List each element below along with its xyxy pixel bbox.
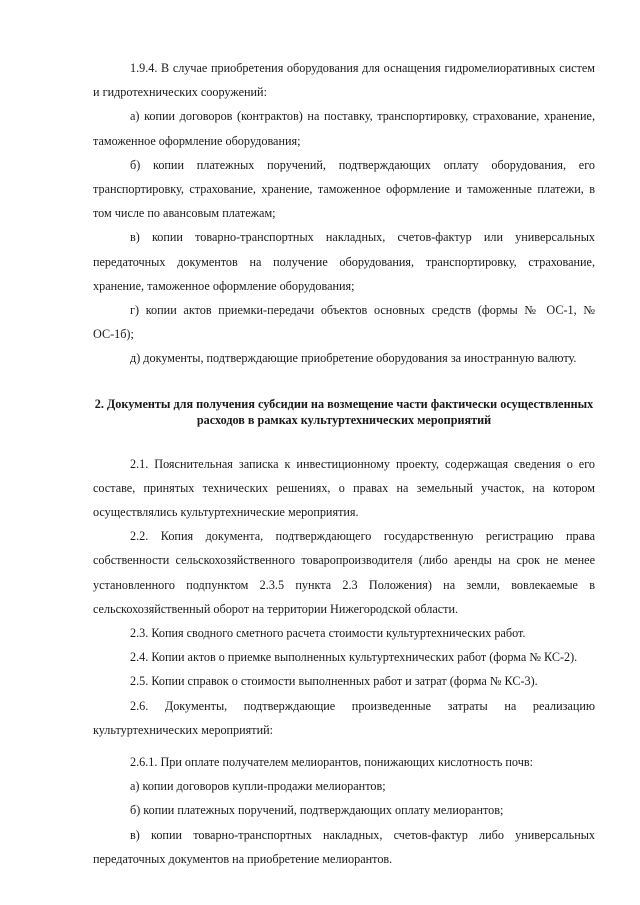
paragraph-1-9-4-v: в) копии товарно-транспортных накладных, счетов-фактур или универсальных передаточных документов на получение оборудования, транспортировку, страхование, хранение, таможенное оформление оборудования;: [93, 230, 595, 293]
section-2-heading: [93, 396, 595, 428]
paragraph-2-3: 2.3. Копия сводного сметного расчета стоимости культуртехнических работ.: [130, 626, 526, 641]
paragraph-2-6: 2.6. Документы, подтверждающие произведенные затраты на реализацию культуртехнических мероприятий:: [93, 698, 595, 737]
section-2-heading-line-1: 2. Документы для получения субсидии на возмещение части фактически осуществленных: [94, 396, 594, 411]
paragraph-2-6-1-v: в) копии товарно-транспортных накладных, счетов-фактур либо универсальных передаточных документов на приобретение мелиорантов.: [93, 827, 595, 866]
paragraph-1-9-4-a: а) копии договоров (контрактов) на поставку, транспортировку, страхование, хранение, таможенное оформление оборудования;: [93, 109, 595, 148]
paragraph-2-1: 2.1. Пояснительная записка к инвестиционному проекту, содержащая сведения о его составе, принятых технических решениях, о правах на земельный участок, на котором осуществлялись культуртехнические мероприятия.: [93, 456, 595, 520]
paragraph-1-9-4-g: г) копии актов приемки-передачи объектов основных средств (формы № ОС-1, № ОС-1б);: [93, 303, 595, 342]
section-spacer: [93, 371, 595, 396]
section-2-heading-line-2: расходов в рамках культуртехнических мероприятий: [196, 412, 492, 427]
document-body: [93, 56, 595, 871]
paragraph-2-6-1: 2.6.1. При оплате получателем мелиорантов, понижающих кислотность почв:: [130, 755, 533, 770]
paragraph-1-9-4-b: б) копии платежных поручений, подтверждающих оплату оборудования, его транспортировку, страхование, хранение, таможенное оформление и таможенные платежи, в том числе по авансовым платежам;: [93, 157, 595, 221]
paragraph-1-9-4: 1.9.4. В случае приобретения оборудования для оснащения гидромелиоративных систем и гидротехнических сооружений:: [93, 61, 595, 100]
paragraph-2-2: 2.2. Копия документа, подтверждающего государственную регистрацию права собственности сельскохозяйственного товаропроизводителя (либо аренды на срок не менее установленного подпунктом 2.3.5 пункта 2.3 Положения) на земли, вовлекаемые в сельскохозяйственный оборот на территории Нижегородской области.: [93, 529, 595, 616]
paragraph-2-6-1-a: а) копии договоров купли-продажи мелиорантов;: [130, 779, 386, 794]
heading-spacer: [93, 428, 595, 452]
paragraph-1-9-4-d: д) документы, подтверждающие приобретение оборудования за иностранную валюту.: [130, 351, 577, 366]
paragraph-2-6-1-b: б) копии платежных поручений, подтверждающих оплату мелиорантов;: [130, 803, 504, 818]
subsection-spacer: [93, 742, 595, 750]
paragraph-2-5: 2.5. Копии справок о стоимости выполненных работ и затрат (форма № КС-3).: [130, 674, 538, 689]
paragraph-2-4: 2.4. Копии актов о приемке выполненных культуртехнических работ (форма № КС-2).: [130, 650, 578, 665]
